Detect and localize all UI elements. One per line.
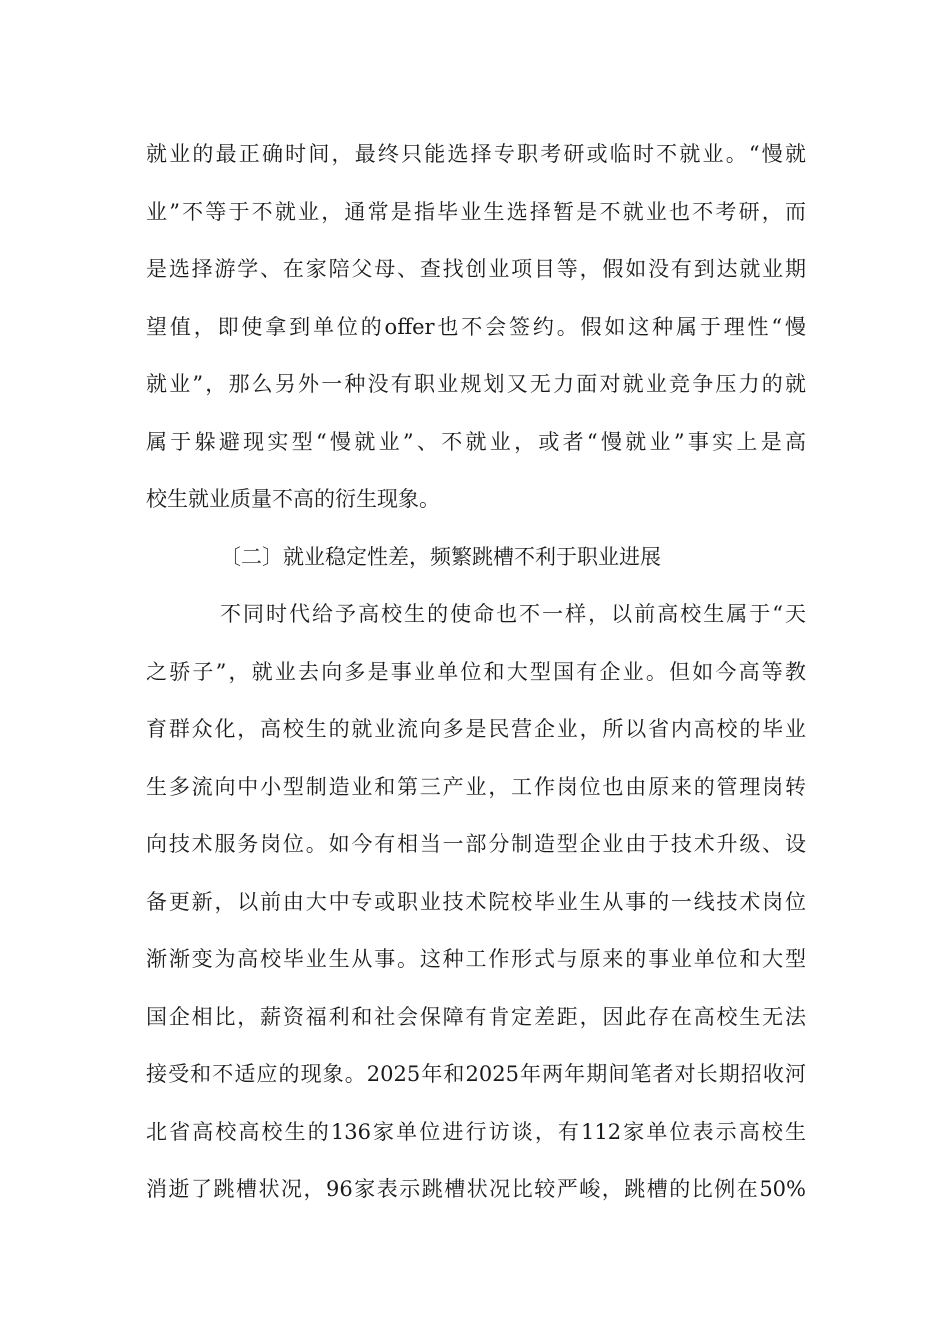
text-line: 育群众化，高校生的就业流向多是民营企业，所以省内高校的毕业	[146, 717, 806, 741]
text-line: 就业的最正确时间，最终只能选择专职考研或临时不就业。“慢就	[146, 142, 806, 166]
text-line: 是选择游学、在家陪父母、查找创业项目等，假如没有到达就业期	[146, 257, 806, 281]
text-line: 不同时代给予高校生的使命也不一样，以前高校生属于“天	[220, 602, 806, 626]
text-line: 向技术服务岗位。如今有相当一部分制造型企业由于技术升级、设	[146, 832, 806, 856]
paragraph	[146, 596, 806, 1229]
section-heading: 〔二〕就业稳定性差，频繁跳槽不利于职业进展	[220, 544, 661, 569]
text-line: 备更新，以前由大中专或职业技术院校毕业生从事的一线技术岗位	[146, 889, 806, 914]
paragraph-continued	[146, 136, 806, 539]
text-line: 之骄子”，就业去向多是事业单位和大型国有企业。但如今高等教	[146, 659, 806, 684]
text-line: 生多流向中小型制造业和第三产业，工作岗位也由原来的管理岗转	[146, 774, 806, 799]
text-line: 就业”，那么另外一种没有职业规划又无力面对就业竞争压力的就	[146, 372, 806, 396]
document-body	[146, 136, 806, 1229]
text-line: 望值，即使拿到单位的offer也不会签约。假如这种属于理性“慢	[146, 314, 806, 339]
text-line: 北省高校高校生的136家单位进行访谈，有112家单位表示高校生	[146, 1119, 806, 1144]
text-line: 业”不等于不就业，通常是指毕业生选择暂是不就业也不考研，而	[146, 199, 806, 224]
text-line: 消逝了跳槽状况，96家表示跳槽状况比较严峻，跳槽的比例在50%	[146, 1177, 806, 1201]
text-line: 国企相比，薪资福利和社会保障有肯定差距，因此存在高校生无法	[146, 1004, 806, 1029]
text-line: 接受和不适应的现象。2025年和2025年两年期间笔者对长期招收河	[146, 1062, 806, 1086]
text-line: 渐渐变为高校毕业生从事。这种工作形式与原来的事业单位和大型	[146, 947, 806, 971]
text-line: 校生就业质量不高的衍生现象。	[146, 487, 440, 511]
text-line: 属于躲避现实型“慢就业”、不就业，或者“慢就业”事实上是高	[146, 429, 806, 454]
